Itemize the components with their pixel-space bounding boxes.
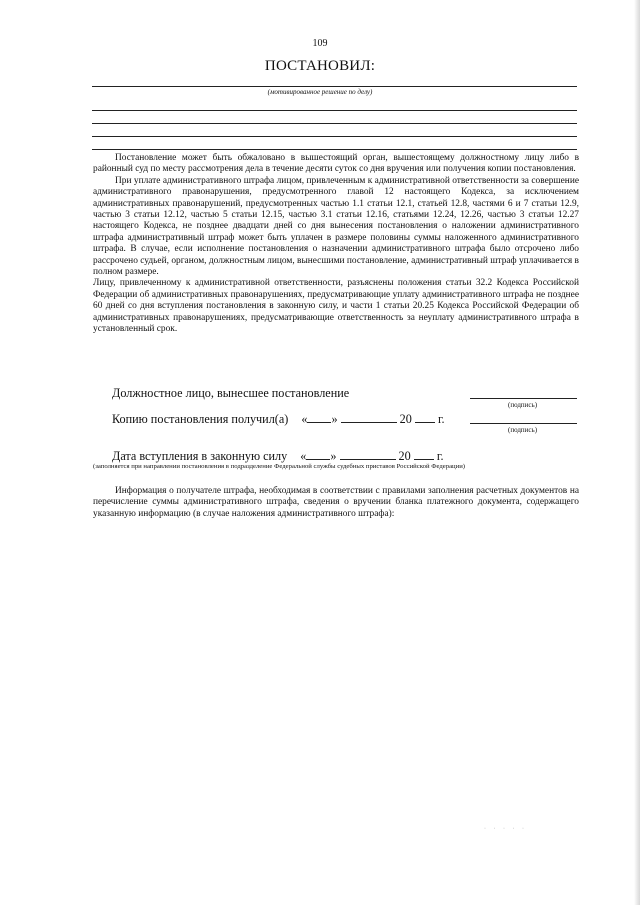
decision-line-4	[92, 136, 577, 137]
decision-caption: (мотивированное решение по делу)	[267, 88, 373, 96]
fine-payment-paragraph: При уплате административного штрафа лицом, привлеченным к административной ответственности за совершение административного правонарушения, предусмотренного главой 12 настоящего Кодекса, за исключением административных правонарушений, предусмотренных частью 1.1 статьи 12.1, статьей 12.8, частями 6 и 7 статьи 12.9, частью 3 статьи 12.12, частью 5 статьи 12.15, частью 3.1 статьи 12.16, статьями 12.24, 12.26, частью 3 статьи 12.27 настоящего Кодекса, не позднее двадцати дней со дня вынесения постановления о наложении административного штрафа административный штраф может быть уплачен в размере половины суммы наложенного административного штрафа. В случае, если исполнение постановления о назначении административного штрафа было отсрочено либо рассрочено судьей, органом, должностным лицом, вынесшими постановление, административный штраф уплачивается в полном размере.	[93, 175, 579, 278]
effective-day-field[interactable]	[306, 448, 330, 460]
decision-line-5	[92, 149, 577, 150]
effective-date-row: Дата вступления в законную силу « » 20 г.	[112, 449, 444, 463]
resolution-title: ПОСТАНОВИЛ:	[264, 58, 376, 74]
recipient-signature-line	[470, 423, 577, 424]
official-label: Должностное лицо, вынесшее постановление	[112, 386, 350, 400]
effective-year-field[interactable]	[414, 448, 434, 460]
scan-edge	[634, 0, 640, 905]
official-signature-line	[470, 398, 577, 399]
payee-info-paragraph: Информация о получателе штрафа, необходимая в соответствии с правилами заполнения расчетных документов на перечисление суммы административного штрафа, сведения о вручении бланка платежного документа, содержащего указанную информацию (в случае наложения административного штрафа):	[93, 486, 579, 519]
decision-line-2	[92, 110, 577, 111]
explanation-paragraph: Лицу, привлеченному к административной ответственности, разъяснены положения статьи 32.2 Кодекса Российской Федерации об административных правонарушениях, предусматривающие уплату административного штрафа не позднее 60 дней со дня вступления постановления в законную силу, и части 1 статьи 20.25 Кодекса Российской Федерации об административных правонарушениях, предусматривающие ответственность за неуплату административного штрафа в установленный срок.	[93, 278, 579, 335]
payee-info-text	[93, 486, 579, 520]
appeal-text	[93, 153, 579, 336]
effective-date-note: (заполняется при направлении постановления в подразделение Федеральной службы судебных приставов Российской Федерации)	[93, 463, 466, 470]
copy-year-field[interactable]	[415, 411, 435, 423]
effective-month-field[interactable]	[340, 448, 396, 460]
appeal-paragraph: Постановление может быть обжаловано в вышестоящий орган, вышестоящему должностному лицу либо в районный суд по месту рассмотрения дела в течение десяти суток со дня вручения или получения копии постановления.	[93, 153, 579, 175]
signature-caption-1: (подпись)	[508, 401, 538, 409]
signature-caption-2: (подпись)	[508, 426, 538, 434]
decision-line-1	[92, 86, 577, 87]
copy-received-label: Копию постановления получил(а)	[112, 412, 289, 426]
effective-date-label: Дата вступления в законную силу	[112, 449, 288, 463]
decision-line-3	[92, 123, 577, 124]
copy-day-field[interactable]	[307, 411, 331, 423]
copy-month-field[interactable]	[341, 411, 397, 423]
copy-received-row: Копию постановления получил(а) « » 20 г.	[112, 412, 445, 426]
page-number: 109	[312, 38, 328, 49]
scan-artifact: · · · · ·	[484, 826, 527, 832]
